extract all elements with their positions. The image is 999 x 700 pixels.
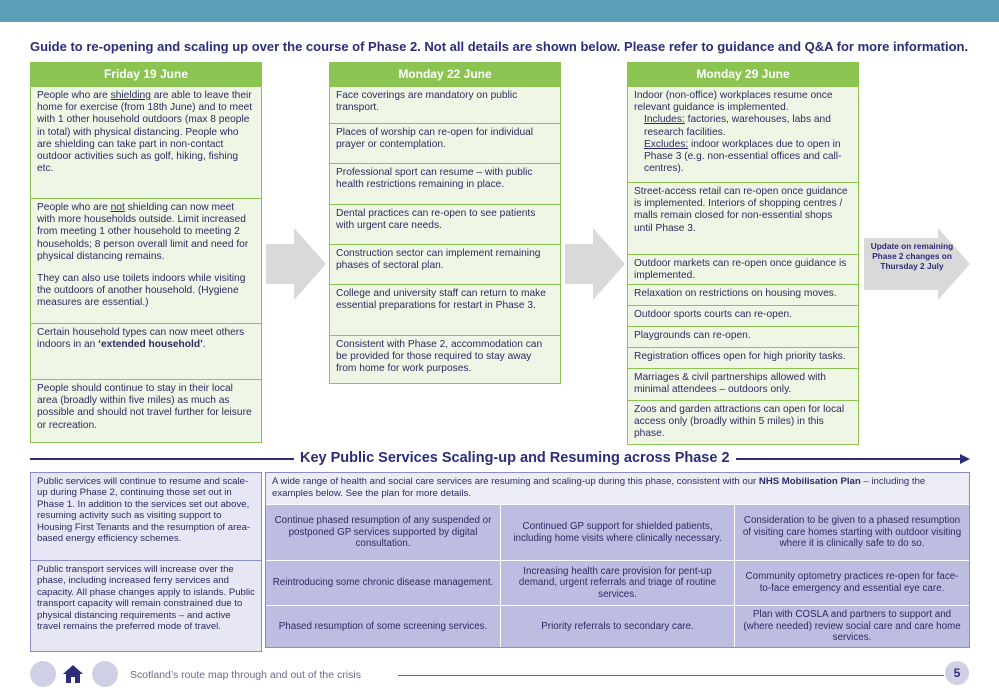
health-services-grid bbox=[266, 504, 969, 647]
home-icon bbox=[60, 661, 86, 687]
forward-button[interactable] bbox=[92, 661, 118, 687]
list-item: Professional sport can resume – with public health restrictions remaining in place. bbox=[330, 163, 560, 204]
table-cell: Continue phased resumption of any suspended or postponed GP services supported by digital consultation. bbox=[266, 504, 500, 560]
table-cell: Phased resumption of some screening services. bbox=[266, 605, 500, 647]
list-item: Playgrounds can re-open. bbox=[628, 326, 858, 347]
update-note: Update on remaining Phase 2 changes on Thursday 2 July bbox=[870, 241, 954, 272]
table-cell: Plan with COSLA and partners to support and (where needed) review social care and care home services. bbox=[734, 605, 969, 647]
list-item: Outdoor markets can re-open once guidance is implemented. bbox=[628, 254, 858, 284]
list-item: Dental practices can re-open to see patients with urgent care needs. bbox=[330, 204, 560, 244]
table-cell: Increasing health care provision for pent-up demand, urgent referrals and triage of routine services. bbox=[500, 560, 734, 605]
list-item: Street-access retail can re-open once guidance is implemented. Interiors of shopping centres / malls remain closed for non-essential shops until Phase 3. bbox=[628, 182, 858, 254]
public-services-panel bbox=[30, 472, 262, 652]
list-item: Public transport services will increase over the phase, including increased ferry services and capacity. All phase changes apply to islands. Public transport capacity will remain constrained due to physical distancing requirements – and active travel remains the preferred mode of travel. bbox=[31, 560, 261, 651]
list-item: Public services will continue to resume and scale-up during Phase 2, continuing those set out in Phase 1. In addition to the services set out above, resuming activity such as visiting support to Housing First Tenants and the resumption of area-based energy efficiency schemes. bbox=[31, 473, 261, 560]
list-item: Outdoor sports courts can re-open. bbox=[628, 305, 858, 326]
list-item: Face coverings are mandatory on public transport. bbox=[330, 86, 560, 123]
list-item: Certain household types can now meet others indoors in an ‘extended household’. bbox=[31, 323, 261, 379]
health-services-panel bbox=[265, 472, 970, 648]
back-button[interactable] bbox=[30, 661, 56, 687]
table-cell: Continued GP support for shielded patients, including home visits where clinically necessary. bbox=[500, 504, 734, 560]
list-item: Indoor (non-office) workplaces resume once relevant guidance is implemented. Includes: factories, warehouses, labs and research facilities. Excludes: indoor workplaces due to open in Phase 3 (e.g. non-essential offices and call-centres). bbox=[628, 86, 858, 182]
phase-arrow-icon bbox=[565, 228, 625, 300]
home-button[interactable] bbox=[60, 661, 86, 687]
column-date: Monday 22 June bbox=[330, 63, 560, 86]
list-item: College and university staff can return to make essential preparations for restart in Phase 3. bbox=[330, 284, 560, 335]
list-item: Zoos and garden attractions can open for local access only (broadly within 5 miles) in this phase. bbox=[628, 400, 858, 444]
footer-text: Scotland’s route map through and out of the crisis bbox=[130, 669, 361, 681]
list-item: Places of worship can re-open for individual prayer or contemplation. bbox=[330, 123, 560, 163]
health-services-intro: A wide range of health and social care services are resuming and scaling-up during this phase, consistent with our NHS Mobilisation Plan – including the examples below. See the plan for more details. bbox=[266, 473, 969, 504]
column-date: Friday 19 June bbox=[31, 63, 261, 86]
table-cell: Consideration to be given to a phased resumption of visiting care homes starting with outdoor visiting where it is clinically safe to do so. bbox=[734, 504, 969, 560]
list-item: Construction sector can implement remaining phases of sectoral plan. bbox=[330, 244, 560, 284]
column-monday-29-june bbox=[627, 62, 859, 445]
column-monday-22-june bbox=[329, 62, 561, 384]
list-item: Relaxation on restrictions on housing moves. bbox=[628, 284, 858, 305]
column-date: Monday 29 June bbox=[628, 63, 858, 86]
phase-arrow-icon bbox=[266, 228, 326, 300]
page-number: 5 bbox=[945, 661, 969, 685]
list-item: Consistent with Phase 2, accommodation can be provided for those required to stay away from home for work purposes. bbox=[330, 335, 560, 383]
footer-divider bbox=[398, 675, 944, 676]
guide-title: Guide to re-opening and scaling up over the course of Phase 2. Not all details are shown below. Please refer to guidance and Q&A for more information. bbox=[30, 39, 969, 54]
column-friday-19-june bbox=[30, 62, 262, 443]
table-cell: Community optometry practices re-open for face-to-face emergency and essential eye care. bbox=[734, 560, 969, 605]
list-item: People should continue to stay in their local area (broadly within five miles) as much as possible and should not travel further for leisure or recreation. bbox=[31, 379, 261, 442]
list-item: Registration offices open for high priority tasks. bbox=[628, 347, 858, 368]
list-item: Marriages & civil partnerships allowed with minimal attendees – outdoors only. bbox=[628, 368, 858, 400]
list-item: People who are shielding are able to leave their home for exercise (from 18th June) and to meet with 1 other household outdoors (max 8 people in total) with physical distancing. People who are shielding can take part in non-contact outdoor activities such as golf, hiking, fishing etc. bbox=[31, 86, 261, 198]
table-cell: Priority referrals to secondary care. bbox=[500, 605, 734, 647]
list-item: People who are not shielding can now meet with more households outside. Limit increased from meeting 1 other household to meeting 2 households; 8 person overall limit and need for physical distancing remains. They can also use toilets indoors while visiting the outdoors of another household. (Hygiene measures are essential.) bbox=[31, 198, 261, 323]
section-title: Key Public Services Scaling-up and Resuming across Phase 2 bbox=[294, 450, 736, 466]
table-cell: Reintroducing some chronic disease management. bbox=[266, 560, 500, 605]
top-banner bbox=[0, 0, 999, 22]
